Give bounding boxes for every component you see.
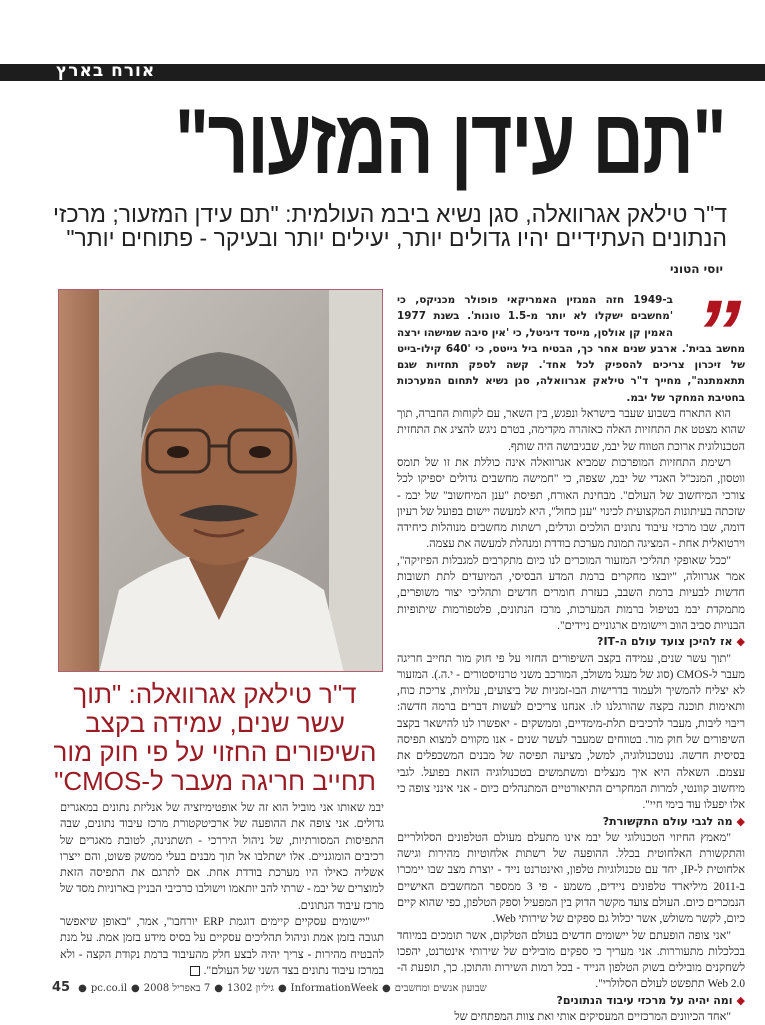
footer-site[interactable]: pc.co.il xyxy=(90,983,128,994)
article-column-left xyxy=(60,800,384,979)
footer-publisher: שבועון אנשים ומחשבים xyxy=(394,983,487,994)
footer-issue: גיליון 1302 xyxy=(226,983,274,994)
lead-paragraph: ב-1949 חזה המגזין האמריקאי פופולר מכניקס, כי 'מחשבים ישקלו לא יותר מ-1.5 טונות'. בשנת 1977 האמין קן אולסן, מייסד דיגיטל, כי 'אין סיבה שמישהו ירצה מחשב בבית'. ארבע שנים אחר כך, הבטיח ביל גייטס, כי '640 קילו-בייט של זיכרון צריכים להספיק לכל אחד'. קשה לספק תחזיות שגם תתאמתנה", מחייך ד"ר טילאק אגרוואלה, סגן נשיא לתחום המערכות בחטיבת המחקר של יבמ. xyxy=(397,294,745,404)
page-number: 45 xyxy=(52,980,71,995)
diamond-icon: ◆ xyxy=(736,993,745,1007)
paragraph: "ככל שאופקי תהליכי המזעור המוכרים לנו כיום מתקרבים למגבלות הפיזיקה", אמר אגרוולה, "יובצו מחקרים ברמת המדע הבסיסי, המיועדים לתת תשובות חדשות לבעיות ברמת השבב, בעזרת חומרים חדשים ותהליכי יצור משופרים, מתמקדת יבמ בטיפול ברמות המערכות, מרכז הנתונים, פלטפורמות שיתופיות הבנויות סביב הווב ויישומים ארגוניים ניידים". xyxy=(397,554,745,632)
paragraph: הוא התארח בשבוע שעבר בישראל ונפגש, בין השאר, עם לקוחות החברה, תוך שהוא מצטט את התחזיות האלה כאזהרה מקדימה, בטרם ניגש להציג את התחזית הטכנולוגית ארוכת הטווח של יבמ, שבגיבושה היה שותף. xyxy=(397,408,745,453)
subheading xyxy=(397,634,745,650)
page-footer xyxy=(52,980,487,995)
paragraph-text: "יישומים עסקיים קיימים דוגמת ERP יורחבו", אמר, "באופן שיאפשר תגובה בזמן אמת וניהול תהליכים עסקיים על בסיס מידע בזמן אמת. על מנת להבטיח מהירות - צריך יהיה לבצע חלק מהעיבוד ברמת נקודת הקצה - ולא במרכז עיבוד נתונים בצד השני של העולם". xyxy=(60,916,384,977)
subheading xyxy=(397,993,745,1009)
quote-mark-icon: ” xyxy=(684,282,753,384)
bullet-icon: ● xyxy=(214,983,223,994)
section-label: אורח בארץ xyxy=(56,61,156,81)
footer-date: 7 באפריל 2008 xyxy=(143,983,211,994)
end-square-icon xyxy=(190,966,200,976)
author-byline: יוסי הטוני xyxy=(669,262,723,276)
paragraph: "אני צופה הופעתם של יישומים חדשים בעולם הטלקום, אשר תומכים במיוחד בכלכלות מתעוררות. אני מעריך כי ספקים מובילים של שירותי אינטרנט, יהפכו לשחקנים מובילים בשוק הטלפון הנייד - בכל רמות השירות והתוכן. כך, תופעת ה-Web 2.0 תתפשט לעולם הסלולרי". xyxy=(397,929,745,991)
paragraph: יבמ שאותו אני מוביל הוא זה של אופטימיזציה של אנליזת נתונים במאגרים גדולים. אני צופה את ההופעה של ארכיטקטורת מרכז עיבוד נתונים, שבה התפיסות המסורתיות, של ניהול היררכי - תשתנינה, לטובת מאגרים של רכיבים הומוגניים. אלו ישתלבו אל תוך מבנים בעלי ממשק פשוט, והם ייצרו אשליה כאילו היו מערכת בודדת אחת. אם לתרגם את התפיסה הזאת למוצרים של יבמ - שרתי להב יותאמו וישולבו כרכיבי הבניין בארוניות מסד של מרכז עיבוד הנתונים. xyxy=(60,802,384,912)
subheading-text: ומה יהיה על מרכזי עיבוד הנתונים? xyxy=(556,993,733,1007)
bullet-icon: ● xyxy=(277,983,287,994)
paragraph: רשימת התחזיות המופרכות שמביא אגרוואלה אינה כוללת את זו של תומס ווטסון, המנכ"ל האגדי של יבמ, שצפה, כי "חמישה מחשבים גדולים יספיקו לכל צורכי המיחשוב של העולם". מבחינת האורח, תפיסת "ענן המיחשוב" של יבמ - שזכתה בעיתונות המקצועית לכינוי "ענן כחול", היא למעשה יישום בפועל של רעיון דומה, שבו מרכזי עיבוד נתונים הולכים וגדלים, רשתות מחשבים מנוהלות כיחידה וירטואלית אחת - המציגה תמונת מערכת בודדת ומנהלת למעשה את עצמה. xyxy=(397,456,745,551)
headline: "תם עידן המזעור" xyxy=(175,91,725,193)
subheading-text: אז להיכן צועד עולם ה-IT? xyxy=(597,635,733,649)
subtitle: ד"ר טילאק אגרוואלה, סגן נשיא ביבמ העולמית: "תם עידן המזעור; מרכזי הנתונים העתידיים יהיו גדולים יותר, יעילים יותר ובעיקר - פתוחים יותר" xyxy=(53,201,727,251)
subheading-text: מה לגבי עולם התקשורת? xyxy=(602,814,733,828)
diamond-icon: ◆ xyxy=(736,635,745,649)
paragraph: "תוך עשר שנים, עמידה בקצב השיפורים החזוי על פי חוק מור תחייב חריגה מעבר ל-CMOS (סוג של מעגל משולב, המורכב משני טרנזיסטורים - י.ה.). המזעור לא יצליח להמשיך ולעמוד בדרישות הבו-זמניות של ביצועים, עלויות, צריכת כוח, ותאימות תוכנה בקצה שהורגלנו לו. אנחנו צריכים לעשות דברים ברמה חדשה: ריבוי ליבות, מעבר לרכיבים תלת-מימדיים, וממשקים - יאפשרו לנו להישאר בקצב השיפורים של חוק מור. בטווחים שמעבר לעשר שנים - אנו מקווים למצוא תפיסה בסיסית חדשה. ננוטכנולוגיה, למשל, מציעה תפיסה של מבנים המשכפלים את עצמם. השאלה היא איך מנצלים ומשתמשים בטכנולוגיה הזאת בפועל. לגבי מיחשוב קוונטי, למרות המחקרים התיאורטיים המתנהלים כיום - אני אינני צופה כי אלו יפעלו עוד בימי חיי". xyxy=(397,652,745,812)
bullet-icon: ● xyxy=(78,983,87,994)
pull-quote: ד"ר טילאק אגרוואלה: "תוך עשר שנים, עמידה בקצב השיפורים החזוי על פי חוק מור תחייב חריגה מעבר ל-CMOS" xyxy=(53,679,377,796)
paragraph: "מאמץ החיזוי הטכנולוגי של יבמ אינו מתעלם מעולם הטלפונים הסלולריים והתקשורת האלחוטית בכלל. ההופעה של רשתות אלחוטיות מהירות וגישה אלחוטית ל-IP, יחד עם טכנולוגיות טלפון, ואינטרנט נייד - יוצרת מצב שבו יימכרו ב-2011 מיליארד טלפונים ניידים, משמע - פי 3 ממספר המחשבים האישיים הנמכרים כיום. העולם צועד מקשר הדוק בין המפעיל וספק הטלפון, כפי שהוא קיים כיום, לקשר משולש, אשר יכלול גם ספקים של שירותי Web. xyxy=(397,831,745,926)
subheading xyxy=(397,814,745,830)
portrait-photo xyxy=(58,289,383,672)
bullet-icon: ● xyxy=(131,983,140,994)
footer-magazine: InformationWeek xyxy=(290,983,379,994)
paragraph: "אחד הכיוונים המרכזיים המעסיקים אותי ואת צוות המפתחים של xyxy=(454,1011,731,1024)
diamond-icon: ◆ xyxy=(736,814,745,828)
paragraph xyxy=(60,914,384,979)
bullet-icon: ● xyxy=(382,983,391,994)
